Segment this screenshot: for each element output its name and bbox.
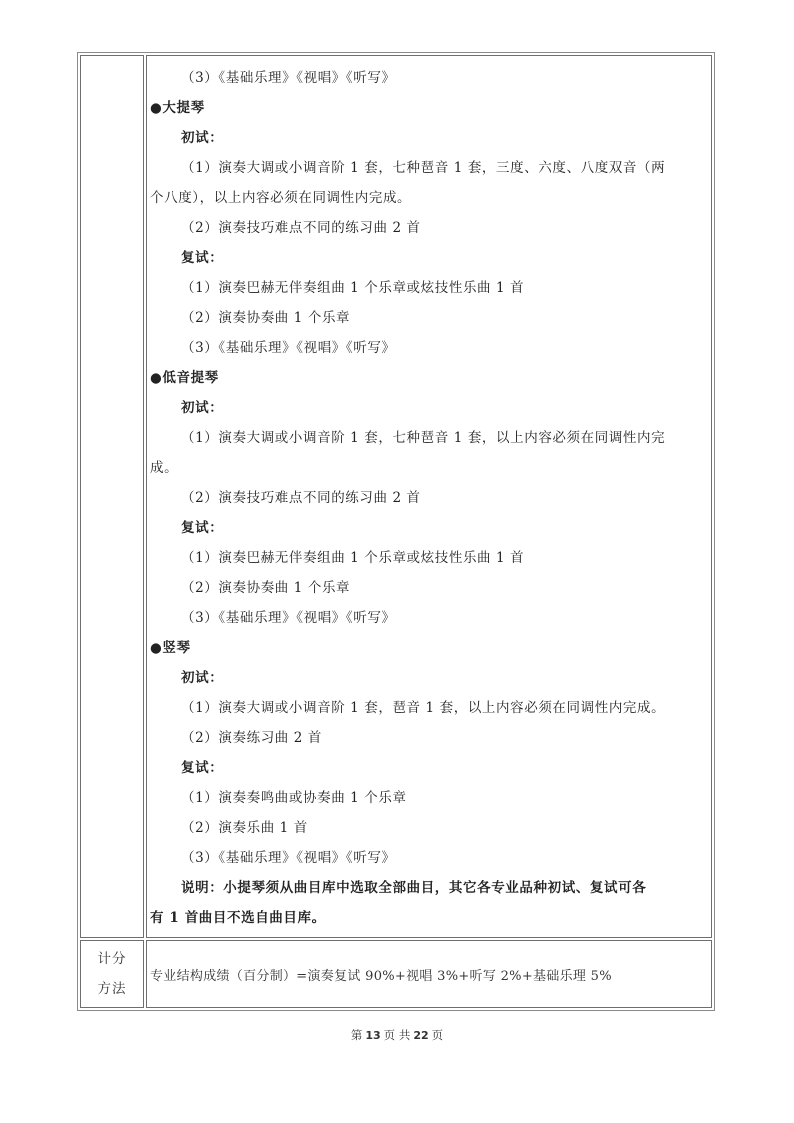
label-cell-empty xyxy=(80,55,144,938)
second-round-label: 复试： xyxy=(181,250,224,266)
first-round-label: 初试： xyxy=(181,400,224,416)
scoring-formula: 专业结构成绩（百分制）=演奏复试 90%+视唱 3%+听写 2%+基础乐理 5% xyxy=(150,968,612,984)
total-pages-number: 22 xyxy=(413,1029,429,1042)
list-item: （2）演奏技巧难点不同的练习曲 2 首 xyxy=(181,490,421,506)
list-item: （1）演奏奏鸣曲或协奏曲 1 个乐章 xyxy=(181,790,407,806)
list-item-continuation: 个八度），以上内容必须在同调性内完成。 xyxy=(150,190,412,206)
list-item: （2）演奏乐曲 1 首 xyxy=(181,820,308,836)
scoring-label-line1: 计分 xyxy=(97,951,127,967)
list-item: （3）《基础乐理》《视唱》《听写》 xyxy=(181,610,396,626)
footer-prefix: 第 xyxy=(350,1028,363,1042)
section-title-harp: ●竖琴 xyxy=(150,640,191,656)
list-item: （2）演奏练习曲 2 首 xyxy=(181,730,322,746)
list-item: （1）演奏巴赫无伴奏组曲 1 个乐章或炫技性乐曲 1 首 xyxy=(181,550,525,566)
list-item: （2）演奏协奏曲 1 个乐章 xyxy=(181,310,351,326)
page-footer xyxy=(0,1027,794,1043)
first-round-label: 初试： xyxy=(181,670,224,686)
section-title-double-bass: ●低音提琴 xyxy=(150,370,219,386)
table-row-requirements xyxy=(80,55,712,938)
footer-suffix: 页 xyxy=(431,1028,444,1042)
note-text: 说明：小提琴须从曲目库中选取全部曲目，其它各专业品种初试、复试可各 xyxy=(181,880,647,896)
list-item: （1）演奏巴赫无伴奏组曲 1 个乐章或炫技性乐曲 1 首 xyxy=(181,280,525,296)
list-item: （1）演奏大调或小调音阶 1 套，琶音 1 套，以上内容必须在同调性内完成。 xyxy=(181,700,666,716)
list-item: （3）《基础乐理》《视唱》《听写》 xyxy=(181,850,396,866)
scoring-label-cell xyxy=(80,940,144,1008)
scoring-content-cell xyxy=(146,940,712,1008)
note-text-continuation: 有 1 首曲目不选自曲目库。 xyxy=(150,910,326,926)
footer-middle: 页 共 xyxy=(383,1028,411,1042)
scoring-label-line2: 方法 xyxy=(97,981,127,997)
content-cell-requirements xyxy=(146,55,712,938)
table-row-scoring xyxy=(80,940,712,1008)
requirements-table xyxy=(77,52,715,1011)
list-item: （1）演奏大调或小调音阶 1 套，七种琶音 1 套，三度、六度、八度双音（两 xyxy=(181,160,666,176)
list-item: （2）演奏技巧难点不同的练习曲 2 首 xyxy=(181,220,421,236)
list-item: （3）《基础乐理》《视唱》《听写》 xyxy=(181,70,396,86)
list-item: （3）《基础乐理》《视唱》《听写》 xyxy=(181,340,396,356)
section-title-cello: ●大提琴 xyxy=(150,100,205,116)
list-item-continuation: 成。 xyxy=(150,460,179,476)
current-page-number: 13 xyxy=(365,1029,381,1042)
first-round-label: 初试： xyxy=(181,130,224,146)
list-item: （2）演奏协奏曲 1 个乐章 xyxy=(181,580,351,596)
second-round-label: 复试： xyxy=(181,760,224,776)
second-round-label: 复试： xyxy=(181,520,224,536)
list-item: （1）演奏大调或小调音阶 1 套，七种琶音 1 套，以上内容必须在同调性内完 xyxy=(181,430,666,446)
